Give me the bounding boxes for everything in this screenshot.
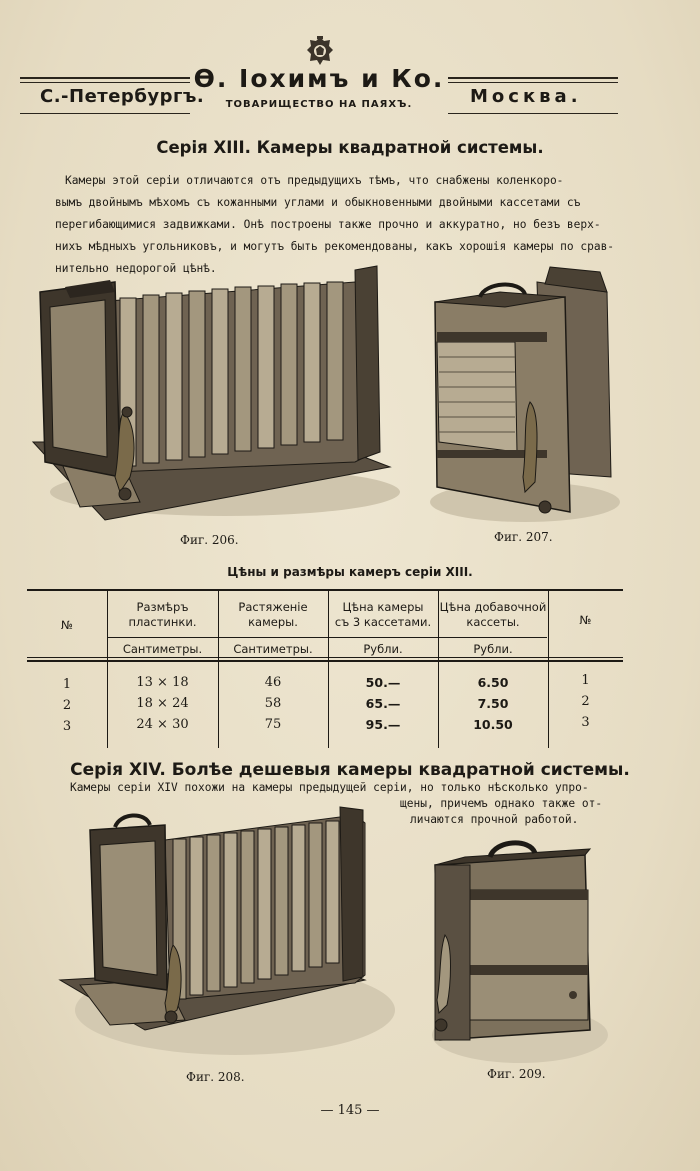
row-extension: 75 <box>264 717 282 732</box>
row-no-right: 2 <box>581 694 590 709</box>
price-table-title: Цѣны и размѣры камеръ серіи XIII. <box>227 565 473 579</box>
camera-figure-208 <box>55 805 395 1065</box>
row-no: 3 <box>62 719 72 734</box>
header-rule <box>448 77 618 79</box>
series-14-title: Серія XIV. Болѣе дешевыя камеры квадратной системы. <box>70 760 630 780</box>
header-line: кассеты. <box>466 615 520 629</box>
row-no-right: 3 <box>581 715 590 730</box>
description-line: личаются прочной работой. <box>410 813 579 826</box>
row-camera-price: 95.— <box>365 717 401 732</box>
header-line: съ 3 кассетами. <box>334 615 432 629</box>
column-header-no-right: № <box>579 613 592 627</box>
firm-name: Ѳ. Іохимъ и Ко. <box>193 64 445 93</box>
page-number: — 145 — <box>320 1103 380 1118</box>
header-line: Цѣна камеры <box>342 600 424 614</box>
header-rule <box>20 113 190 114</box>
header-rule <box>20 82 190 83</box>
description-line: нительно недорогой цѣнѣ. <box>55 262 217 275</box>
description-line: перегибающимися задвижками. Онѣ построены также прочно и аккуратно, но безъ верх- <box>55 218 601 231</box>
city-right: Москва. <box>470 86 582 107</box>
camera-figure-206 <box>25 262 400 527</box>
row-extension: 46 <box>264 675 282 690</box>
row-camera-price: 65.— <box>365 696 401 711</box>
column-header-camera-price <box>328 600 438 630</box>
description-line: нихъ мѣдныхъ угольниковъ, и могутъ быть рекомендованы, какъ хорошія камеры по срав- <box>55 240 615 253</box>
header-line: Растяженіе <box>238 600 308 614</box>
unit-label: Сантиметры. <box>233 642 313 656</box>
figure-208-caption: Фиг. 208. <box>186 1070 245 1084</box>
row-extra-price: 6.50 <box>477 675 509 690</box>
figure-206-caption: Фиг. 206. <box>180 533 239 547</box>
unit-label: Сантиметры. <box>122 642 203 656</box>
row-plate-size: 13 ⨯ 18 <box>136 675 189 690</box>
row-extension: 58 <box>264 696 282 711</box>
row-no: 2 <box>62 698 72 713</box>
row-plate-size: 18 ⨯ 24 <box>136 696 189 711</box>
description-line: вымъ двойнымъ мѣхомъ съ кожанными углами и обыкновенными двойными кассетами съ <box>55 196 581 209</box>
figure-209-caption: Фиг. 209. <box>487 1067 546 1081</box>
header-line: камеры. <box>248 615 298 629</box>
description-line: щены, причемъ однако также от- <box>400 797 603 810</box>
header-line: Цѣна добавочной <box>439 600 547 614</box>
row-no: 1 <box>62 677 72 692</box>
series-13-title: Серія XIII. Камеры квадратной системы. <box>156 138 544 157</box>
column-header-extra-cassette <box>438 600 548 630</box>
crest-emblem-icon <box>303 34 337 68</box>
row-extra-price: 7.50 <box>477 696 509 711</box>
header-rule <box>20 77 190 79</box>
description-line: Камеры серіи XIV похожи на камеры предыдущей серіи, но только нѣсколько упро- <box>70 781 589 794</box>
unit-label: Рубли. <box>363 642 403 656</box>
camera-figure-207 <box>425 262 625 527</box>
column-header-plate-size <box>107 600 218 630</box>
header-rule <box>448 82 618 83</box>
column-header-no: № <box>61 618 73 632</box>
figure-207-caption: Фиг. 207. <box>494 530 553 544</box>
row-plate-size: 24 ⨯ 30 <box>136 717 189 732</box>
column-header-extension <box>218 600 328 630</box>
header-line: пластинки. <box>128 615 197 629</box>
description-line: Камеры этой серіи отличаются отъ предыдущихъ тѣмъ, что снабжены коленкоро- <box>65 174 564 187</box>
camera-figure-209 <box>425 835 610 1065</box>
row-extra-price: 10.50 <box>473 717 513 732</box>
header-line: Размѣръ <box>136 600 189 614</box>
row-no-right: 1 <box>581 673 590 688</box>
row-camera-price: 50.— <box>365 675 401 690</box>
header-rule <box>448 113 618 114</box>
unit-label: Рубли. <box>473 642 513 656</box>
city-left: С.-Петербургъ. <box>40 86 205 107</box>
firm-subtitle: ТОВАРИЩЕСТВО НА ПАЯХЪ. <box>225 99 413 110</box>
